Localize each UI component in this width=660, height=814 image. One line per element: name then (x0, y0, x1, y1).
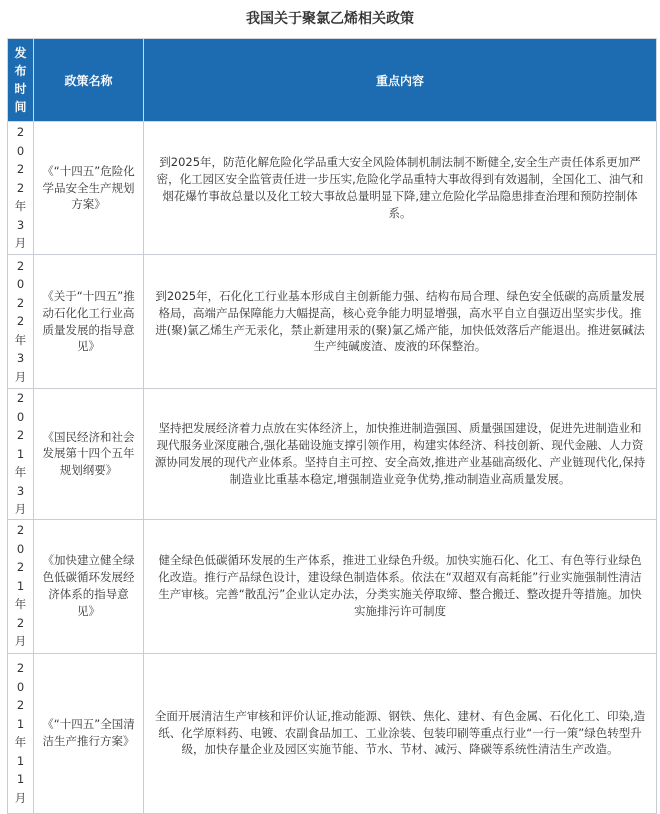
table-row (8, 519, 657, 653)
policy-table (7, 38, 657, 814)
table-header-row (8, 39, 657, 122)
vertical-text: 2 0 2 1 年 2 月 (14, 523, 27, 649)
row-policy-name: 《加快建立健全绿色低碳循环发展经济体系的指导意见》 (34, 519, 144, 653)
row-content: 到2025年，石化化工行业基本形成自主创新能力强、结构布局合理、绿色安全低碳的高质量发展格局，高端产品保障能力大幅提高，核心竞争能力明显增强，高水平自立自强迈出坚实步伐。推进(聚)氯乙烯生产无汞化，禁止新建用汞的(聚)氯乙烯产能，加快低效落后产能退出。推进氨碱法生产纯碱废渣、废液的环保整治。 (144, 255, 657, 389)
vertical-text: 2 0 2 2 年 3 月 (14, 258, 27, 384)
row-date (8, 389, 34, 520)
row-content: 全面开展清洁生产审核和评价认证,推动能源、钢铁、焦化、建材、有色金属、石化化工、印染,造纸、化学原料药、电镀、农副食品加工、工业涂装、包装印刷等重点行业“一行一策”绿色转型升级，加快存量企业及园区实施节能、节水、节材、减污、降碳等系统性清洁生产改造。 (144, 653, 657, 813)
row-content: 坚持把发展经济着力点放在实体经济上，加快推进制造强国、质量强国建设，促进先进制造业和现代服务业深度融合,强化基础设施支撑引领作用，构建实体经济、科技创新、现代金融、人力资源协同发展的现代产业体系。坚持自主可控、安全高效,推进产业基础高级化、产业链现代化,保持制造业比重基本稳定,增强制造业竞争优势,推动制造业高质量发展。 (144, 389, 657, 520)
row-date (8, 255, 34, 389)
header-date (8, 39, 34, 122)
vertical-text: 2 0 2 1 年 3 月 (14, 391, 27, 516)
row-policy-name: 《“十四五”危险化学品安全生产规划方案》 (34, 122, 144, 255)
header-content: 重点内容 (144, 39, 657, 122)
row-policy-name: 《国民经济和社会发展第十四个五年规划纲要》 (34, 389, 144, 520)
header-name: 政策名称 (34, 39, 144, 122)
table-row (8, 653, 657, 813)
row-policy-name: 《关于“十四五”推动石化化工行业高质量发展的指导意见》 (34, 255, 144, 389)
row-content: 到2025年，防范化解危险化学品重大安全风险体制机制法制不断健全,安全生产责任体系更加严密，化工园区安全监管责任进一步压实,危险化学品重特大事故得到有效遏制，全国化工、油气和烟花爆竹事故总量以及化工较大事故总量明显下降,建立危险化学品隐患排查治理和预防控制体系。 (144, 122, 657, 255)
row-date (8, 519, 34, 653)
vertical-text: 2 0 2 2 年 3 月 (14, 125, 27, 251)
row-date (8, 653, 34, 813)
row-policy-name: 《“十四五”全国清洁生产推行方案》 (34, 653, 144, 813)
row-content: 健全绿色低碳循环发展的生产体系，推进工业绿色升级。加快实施石化、化工、有色等行业绿色化改造。推行产品绿色设计，建设绿色制造体系。依法在“双超双有高耗能”行业实施强制性清洁生产审核。完善“散乱污”企业认定办法，分类实施关停取缔、整合搬迁、整改提升等措施。加快实施排污许可制度 (144, 519, 657, 653)
vertical-text: 2 0 2 1 年 1 1 月 (14, 661, 27, 805)
table-row (8, 389, 657, 520)
table-row (8, 122, 657, 255)
row-date (8, 122, 34, 255)
vertical-text: 发 布 时 间 (14, 46, 27, 114)
table-row (8, 255, 657, 389)
page-title: 我国关于聚氯乙烯相关政策 (246, 11, 414, 27)
